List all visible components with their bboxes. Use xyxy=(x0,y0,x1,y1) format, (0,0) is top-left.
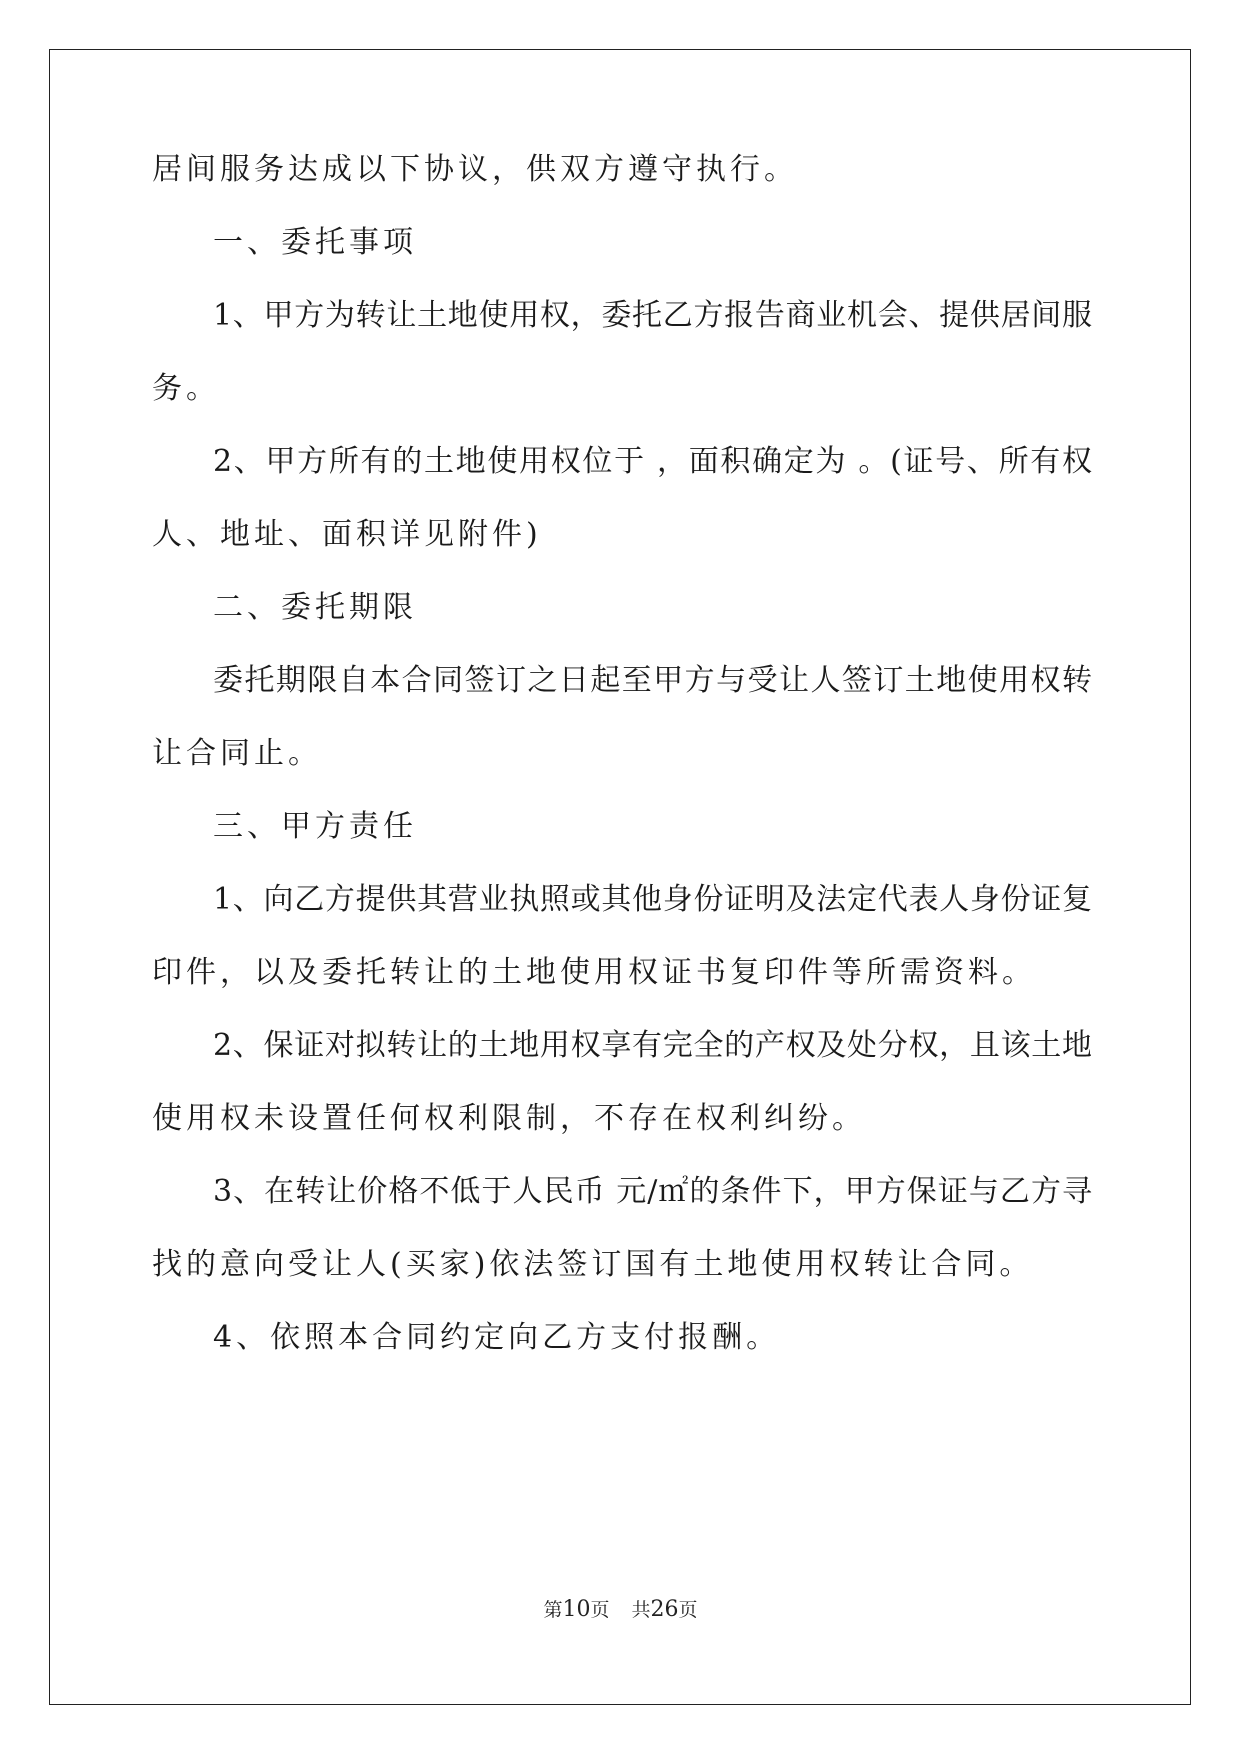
paragraph-line: 找的意向受让人(买家)依法签订国有土地使用权转让合同。 xyxy=(152,1247,1034,1282)
paragraph-line: 2、保证对拟转让的土地用权享有完全的产权及处分权，且该土地 xyxy=(213,1028,1092,1063)
paragraph-line: 2、甲方所有的土地使用权位于 ，面积确定为 。(证号、所有权 xyxy=(213,444,1092,479)
paragraph-line: 3、在转让价格不低于人民币 元/㎡的条件下，甲方保证与乙方寻 xyxy=(213,1174,1092,1209)
footer-page-prefix: 第 xyxy=(543,1599,563,1621)
paragraph-line: 居间服务达成以下协议，供双方遵守执行。 xyxy=(152,152,798,187)
paragraph-line: 让合同止。 xyxy=(152,736,322,771)
section-heading: 二、委托期限 xyxy=(213,590,417,625)
section-heading: 一、委托事项 xyxy=(213,225,417,260)
footer-total-suffix: 页 xyxy=(678,1599,698,1621)
section-heading: 三、甲方责任 xyxy=(213,809,417,844)
footer-page-mid: 页 xyxy=(590,1599,610,1621)
footer-page-current: 10 xyxy=(562,1597,591,1622)
paragraph-line: 1、向乙方提供其营业执照或其他身份证明及法定代表人身份证复 xyxy=(213,882,1092,917)
footer-page-total: 26 xyxy=(650,1597,679,1622)
paragraph-line: 1、甲方为转让土地使用权，委托乙方报告商业机会、提供居间服 xyxy=(213,298,1092,333)
paragraph-line: 4、依照本合同约定向乙方支付报酬。 xyxy=(213,1320,781,1355)
paragraph-line: 人、地址、面积详见附件) xyxy=(152,517,542,552)
page-footer xyxy=(0,1598,1241,1622)
paragraph-line: 委托期限自本合同签订之日起至甲方与受让人签订土地使用权转 xyxy=(213,663,1092,698)
paragraph-line: 印件，以及委托转让的土地使用权证书复印件等所需资料。 xyxy=(152,955,1036,990)
paragraph-line: 使用权未设置任何权利限制，不存在权利纠纷。 xyxy=(152,1101,866,1136)
footer-total-prefix: 共 xyxy=(631,1599,651,1621)
paragraph-line: 务。 xyxy=(152,371,220,406)
